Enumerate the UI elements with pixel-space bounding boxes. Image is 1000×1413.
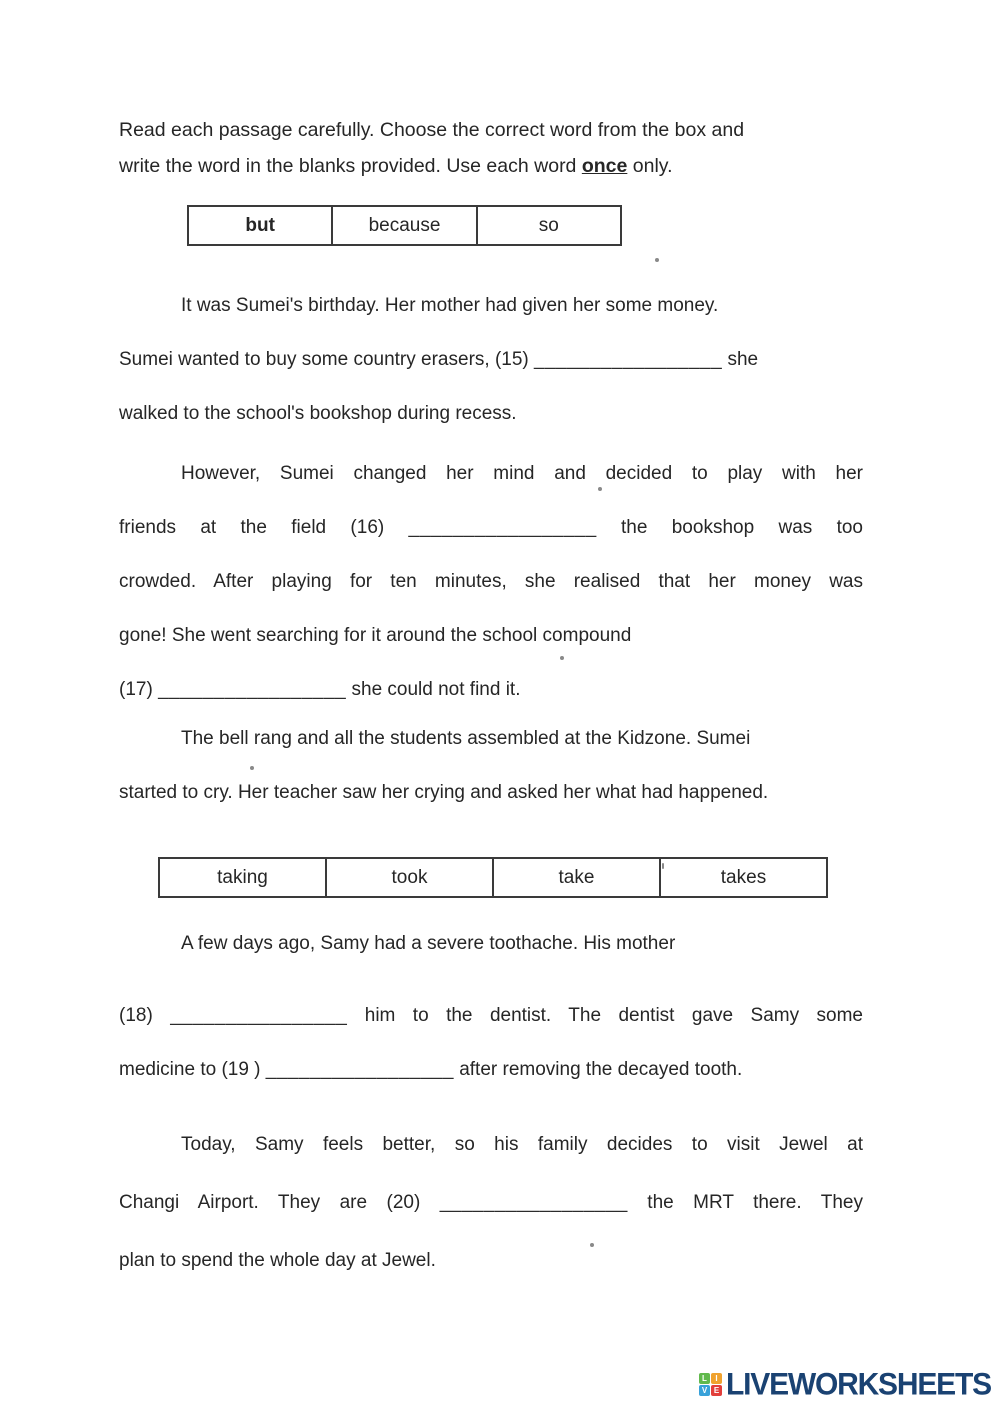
answer-blank-19[interactable]: _________________ <box>265 1059 454 1080</box>
line-text: (18) <box>119 1005 171 1026</box>
scan-speck <box>662 863 664 869</box>
word-box-2-word-takes: takes <box>659 859 826 896</box>
passage-sumei-part-2 <box>119 447 863 717</box>
passage-line <box>119 989 863 1043</box>
passage-line: crowded. After playing for ten minutes, she realised that her money was <box>119 571 863 592</box>
passage-line: gone! She went searching for it around the school compound <box>119 625 632 646</box>
underlined-word-once: once <box>581 155 628 177</box>
scan-speck <box>560 656 564 660</box>
passage-sumei-part-1 <box>119 279 863 441</box>
scan-speck <box>250 766 254 770</box>
passage-line <box>119 1043 863 1097</box>
instructions-line-2-text: write the word in the blanks provided. Use each word <box>119 155 582 177</box>
instructions-line-1: Read each passage carefully. Choose the correct word from the box and <box>119 119 745 141</box>
word-box-1-word-because: because <box>331 207 475 244</box>
scan-speck <box>598 487 602 491</box>
instructions-line-2-tail: only. <box>627 155 673 177</box>
line-text: him to the dentist. The dentist gave Samy some <box>347 1005 863 1026</box>
line-text: (17) <box>119 679 159 700</box>
passage-line: started to cry. Her teacher saw her crying and asked her what had happened. <box>119 782 769 803</box>
liveworksheets-brand-text: LIVEWORKSHEETS <box>726 1367 991 1402</box>
line-text: she <box>722 349 759 370</box>
answer-blank-20[interactable]: _________________ <box>439 1192 628 1213</box>
line-text: friends at the field (16) <box>119 517 409 538</box>
passage-samy-part-2 <box>119 1116 863 1290</box>
footer-logo <box>699 1367 991 1402</box>
scan-speck <box>655 258 659 262</box>
line-text: medicine to (19 ) <box>119 1059 266 1080</box>
word-box-2-word-take: take <box>492 859 659 896</box>
liveworksheets-logo-icon <box>699 1373 723 1397</box>
line-text: she could not find it. <box>346 679 521 700</box>
word-box-take-forms <box>158 857 828 898</box>
logo-square-e: E <box>711 1385 722 1396</box>
answer-blank-16[interactable]: _________________ <box>408 517 597 538</box>
passage-sumei-part-3 <box>119 712 863 820</box>
line-text: Changi Airport. They are (20) <box>119 1192 440 1213</box>
passage-line: The bell rang and all the students assembled at the Kidzone. Sumei <box>181 728 751 749</box>
instructions <box>119 112 863 184</box>
answer-blank-18[interactable]: ________________ <box>170 1005 348 1026</box>
passage-line: plan to spend the whole day at Jewel. <box>119 1250 436 1271</box>
instructions-line-2 <box>119 148 863 184</box>
scan-speck <box>590 1243 594 1247</box>
passage-line: Today, Samy feels better, so his family decides to visit Jewel at <box>181 1134 863 1155</box>
logo-square-i: I <box>711 1373 722 1384</box>
passage-line <box>119 333 863 387</box>
logo-square-v: V <box>699 1385 710 1396</box>
passage-line <box>119 501 863 555</box>
passage-line <box>119 1174 863 1232</box>
word-box-2-word-took: took <box>325 859 492 896</box>
logo-square-l: L <box>699 1373 710 1384</box>
line-text: Sumei wanted to buy some country erasers, (15) <box>119 349 535 370</box>
passage-line: It was Sumei's birthday. Her mother had given her some money. <box>181 295 719 316</box>
word-box-conjunctions <box>187 205 622 246</box>
passage-line: However, Sumei changed her mind and decided to play with her <box>181 463 863 484</box>
passage-line: A few days ago, Samy had a severe toothache. His mother <box>181 933 676 954</box>
line-text: after removing the decayed tooth. <box>453 1059 743 1080</box>
word-box-1-word-so: so <box>476 207 620 244</box>
line-text: the MRT there. They <box>627 1192 863 1213</box>
word-box-2-word-taking: taking <box>217 866 268 888</box>
word-box-1-word-but: but <box>245 214 275 236</box>
passage-samy-part-1 <box>119 917 863 1097</box>
passage-line: walked to the school's bookshop during recess. <box>119 403 517 424</box>
answer-blank-15[interactable]: _________________ <box>534 349 723 370</box>
line-text: the bookshop was too <box>596 517 863 538</box>
passage-line <box>119 663 863 717</box>
answer-blank-17[interactable]: _________________ <box>158 679 347 700</box>
